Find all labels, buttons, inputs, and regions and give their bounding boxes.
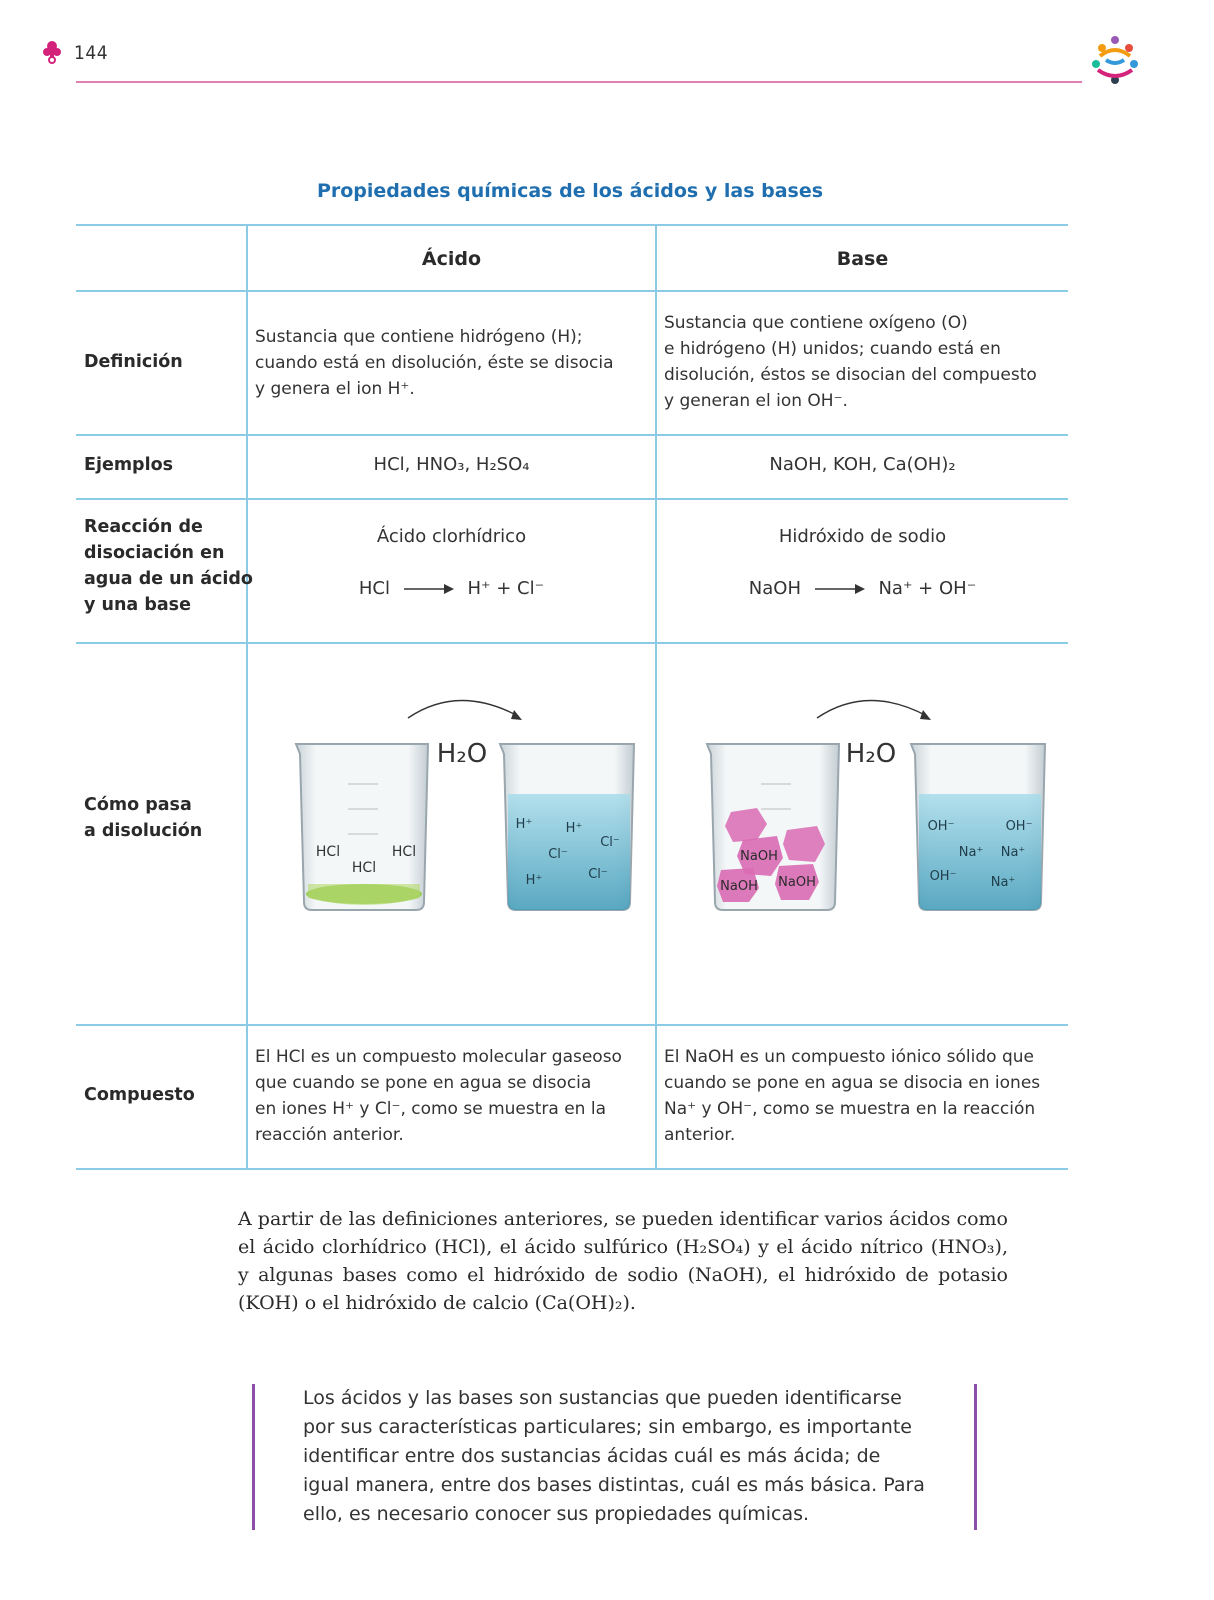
ion-label: Na⁺: [1000, 845, 1026, 860]
beaker-before: [707, 744, 839, 910]
particle-label: HCl: [315, 844, 341, 860]
particle-label: NaOH: [740, 849, 778, 864]
reactant: HCl: [358, 578, 390, 599]
particle-label: NaOH: [778, 875, 816, 890]
ejemplos-acido: HCl, HNO₃, H₂SO₄: [373, 454, 530, 475]
table-rule: [76, 1168, 1068, 1170]
table-rule: [76, 1024, 1068, 1026]
definicion-acido: Sustancia que contiene hidrógeno (H); cuando está en disolución, éste se disocia y genera el ion H⁺.: [255, 327, 614, 399]
compuesto-base: El NaOH es un compuesto iónico sólido que cuando se pone en agua se disocia en iones Na⁺ y OH⁻, como se muestra en la reacción anterior.: [664, 1047, 1041, 1145]
reaccion-base-name: Hidróxido de sodio: [778, 526, 947, 547]
reaccion-acido-equation: [248, 576, 655, 602]
ion-label: H⁺: [515, 817, 533, 832]
table-rule: [76, 498, 1068, 500]
table-rule: [76, 224, 1068, 226]
table-rule: [76, 434, 1068, 436]
page-header: [0, 0, 1214, 90]
ion-label: H⁺: [525, 873, 543, 888]
beaker-before: [296, 744, 428, 910]
reactant: NaOH: [748, 578, 801, 599]
water-label: H₂O: [845, 739, 897, 769]
compuesto-acido: El HCl es un compuesto molecular gaseoso que cuando se pone en agua se disocia en iones H⁺ y Cl⁻, como se muestra en la reacción anterior.: [255, 1047, 622, 1145]
note-box-text: Los ácidos y las bases son sustancias que pueden identificarse por sus características particulares; sin embargo, es importante identificar entre dos sustancias ácidas cuál es más ácida; de igual manera, entre dos bases distintas, cuál es más básica. Para ello, es necesario conocer sus propiedades químicas.: [303, 1387, 925, 1525]
note-bar-right: [974, 1384, 977, 1530]
ejemplos-base: NaOH, KOH, Ca(OH)₂: [769, 454, 956, 475]
ion-label: Cl⁻: [600, 835, 620, 850]
column-header-acido: Ácido: [421, 248, 482, 270]
reaccion-acido-name: Ácido clorhídrico: [376, 526, 527, 547]
reaccion-base-equation: [657, 576, 1068, 602]
transfer-arrow-icon: [408, 700, 518, 718]
ion-label: OH⁻: [927, 819, 955, 834]
note-bar-left: [252, 1384, 255, 1530]
page-number: 144: [74, 42, 109, 64]
ion-label: H⁺: [565, 821, 583, 836]
table-rule: [76, 290, 1068, 292]
body-paragraph: A partir de las definiciones anteriores, se pueden identificar varios ácidos como el ácido clorhídrico (HCl), el ácido sulfúrico (H₂SO₄) y el ácido nítrico (HNO₃), y algunas bases como el hidróxido de sodio (NaOH), el hidróxido de potasio (KOH) o el hidróxido de calcio (Ca(OH)₂).: [238, 1208, 1008, 1314]
reaction-arrow-icon: [404, 584, 454, 594]
row-label-ejemplos: Ejemplos: [84, 455, 174, 475]
reaction-arrow-icon: [815, 584, 865, 594]
ion-label: OH⁻: [1005, 819, 1033, 834]
transfer-arrow-icon: [817, 700, 927, 718]
ion-label: Cl⁻: [588, 867, 608, 882]
base-dissolution-illustration: [657, 644, 1068, 1022]
ion-label: OH⁻: [929, 869, 957, 884]
particle-label: NaOH: [720, 879, 758, 894]
header-rule: [76, 81, 1082, 83]
column-header-base: Base: [836, 248, 889, 270]
table-title: Propiedades químicas de los ácidos y las bases: [316, 180, 824, 202]
row-label-disolucion: Cómo pasa a disolución: [84, 795, 203, 841]
beaker-after: [500, 744, 634, 910]
definicion-base: Sustancia que contiene oxígeno (O) e hidrógeno (H) unidos; cuando está en disolución, éstos se disocian del compuesto y generan el ion OH⁻.: [664, 313, 1037, 411]
water-label: H₂O: [436, 739, 488, 769]
beaker-after: [911, 744, 1045, 910]
products: Na⁺ + OH⁻: [878, 578, 977, 599]
particle-label: HCl: [351, 860, 377, 876]
ion-label: Na⁺: [958, 845, 984, 860]
flower-ornament-icon: [40, 38, 64, 66]
people-circle-logo-icon: [1088, 34, 1142, 86]
ion-label: Cl⁻: [548, 847, 568, 862]
row-label-definicion: Definición: [84, 352, 183, 372]
acid-dissolution-illustration: [248, 644, 655, 1022]
row-label-reaccion: Reacción de disociación en agua de un ácido y una base: [84, 517, 253, 615]
products: H⁺ + Cl⁻: [467, 578, 545, 599]
row-label-compuesto: Compuesto: [84, 1085, 195, 1105]
particle-label: HCl: [391, 844, 417, 860]
ion-label: Na⁺: [990, 875, 1016, 890]
